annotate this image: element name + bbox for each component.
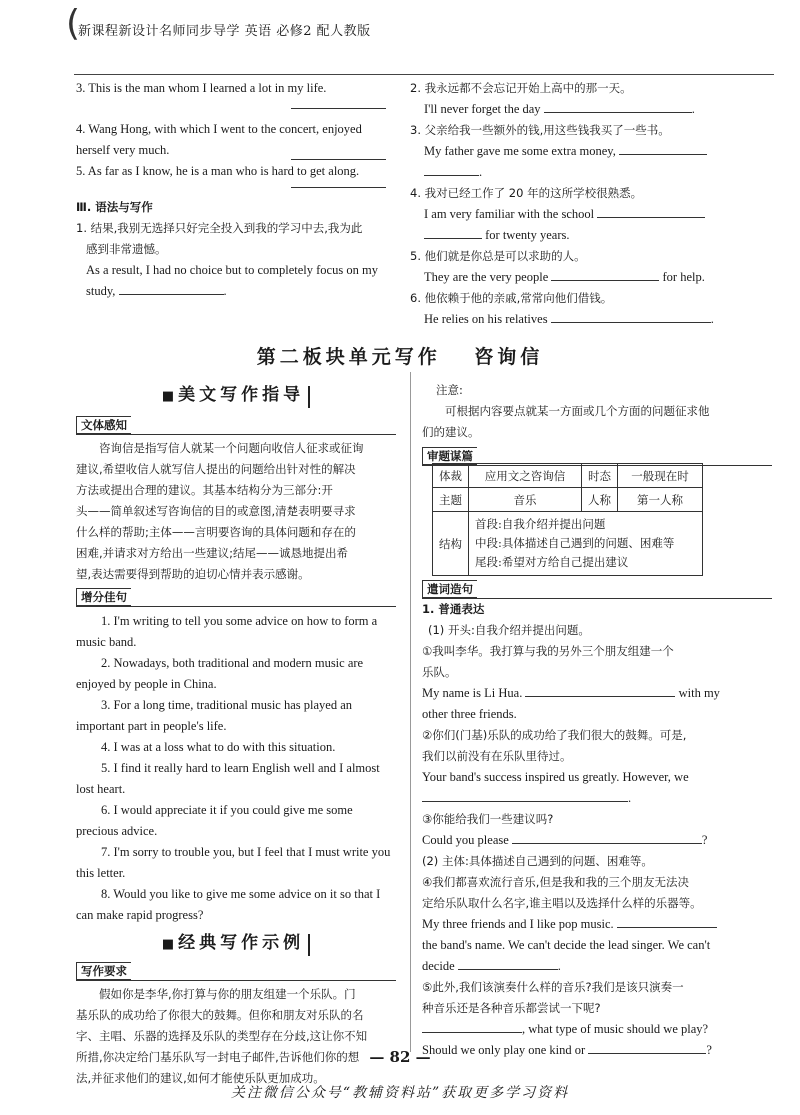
answer-blank[interactable]: [458, 957, 558, 970]
table-cell: 音乐: [469, 488, 582, 512]
sentence-line: enjoyed by people in China.: [76, 677, 217, 691]
tag-plan: 审题谋篇: [422, 447, 477, 465]
cn-4-line2: 定给乐队取什么名字,谁主唱以及选择什么样的乐器等。: [422, 896, 702, 910]
section-3-heading: Ⅲ. 语法与写作: [76, 200, 153, 214]
question-4-line1: 4. Wang Hong, with which I went to the concert, enjoyed: [76, 122, 362, 136]
answer-blank[interactable]: [551, 310, 711, 323]
en-5-line2: Should we only play one kind or: [422, 1043, 586, 1057]
period: .: [557, 959, 561, 973]
question-4-line2: herself very much.: [76, 143, 170, 157]
period: .: [479, 165, 483, 179]
table-cell: 第一人称: [618, 488, 703, 512]
en-4-line2: the band's name. We can't decide the lead singer. We can't: [422, 938, 711, 952]
sentence-line: 7. I'm sorry to trouble you, but I feel that I must write you: [101, 845, 391, 859]
sentence-line: 2. Nowadays, both traditional and modern music are: [101, 656, 364, 670]
left-main-column: [76, 380, 396, 1089]
bracket-mark: (: [66, 3, 81, 44]
wording-section: [422, 580, 772, 1061]
sentence-line: 3. For a long time, traditional music has played an: [101, 698, 352, 712]
answer-blank[interactable]: [617, 915, 717, 928]
table-cell: 结构: [433, 512, 469, 576]
plan-table: [432, 463, 703, 576]
sentence-3-cn: 3. 父亲给我一些额外的钱,用这些钱我买了一些书。: [410, 123, 670, 137]
answer-blank[interactable]: [512, 831, 702, 844]
top-left-column: [76, 78, 396, 302]
en-4-part1: My three friends and I like pop music.: [422, 917, 614, 931]
top-right-column: [410, 78, 780, 330]
structure-line: 中段:具体描述自己遇到的问题、困难等: [475, 536, 675, 550]
column-divider: [410, 372, 411, 1052]
sentence-line: music band.: [76, 635, 137, 649]
tag-sentences: 增分佳句: [76, 588, 131, 606]
table-cell: 应用文之咨询信: [469, 464, 582, 488]
footer-note: 关注微信公众号“教辅资料站”获取更多学习资料: [230, 1085, 570, 1101]
table-cell: 一般现在时: [618, 464, 703, 488]
task-paragraph: [76, 984, 396, 1089]
en-5-part1: , what type of music should we play?: [522, 1022, 709, 1036]
sentence-line: precious advice.: [76, 824, 158, 838]
sentence-line: 1. I'm writing to tell you some advice on how to form a: [101, 614, 378, 628]
note-line: 可根据内容要点就某一方面或几个方面的问题征求他: [445, 404, 710, 418]
answer-blank[interactable]: [424, 163, 479, 176]
title-bar: [308, 386, 310, 408]
example-title: 经典写作示例: [178, 933, 305, 953]
en-1-part2: with my: [678, 686, 720, 700]
task-line: 基乐队的成功给了你很大的鼓舞。但你和朋友对乐队的名: [76, 1008, 364, 1022]
sentence-3-en: My father gave me some extra money,: [424, 144, 616, 158]
en-1-part1: My name is Li Hua.: [422, 686, 523, 700]
answer-blank[interactable]: [422, 1020, 522, 1033]
en-3: Could you please: [422, 833, 509, 847]
answer-blank[interactable]: [525, 684, 675, 697]
cn-5-line2: 种音乐还是各种音乐都尝试一下呢?: [422, 1001, 601, 1015]
part-opening: (1) 开头:自我介绍并提出问题。: [428, 623, 590, 637]
period: .: [628, 791, 632, 805]
cn-4-line1: ④我们都喜欢流行音乐,但是我和我的三个朋友无法决: [422, 875, 689, 889]
part-body: (2) 主体:具体描述自己遇到的问题、困难等。: [422, 854, 653, 868]
paragraph-line: 什么样的帮助;主体——言明要咨询的具体问题和存在的: [76, 525, 356, 539]
answer-blank[interactable]: [424, 226, 482, 239]
note-text: [422, 401, 772, 443]
period: .: [223, 284, 227, 298]
cn-2-line1: ②你们(门基)乐队的成功给了我们很大的鼓舞。可是,: [422, 728, 687, 742]
sentence-2-cn: 2. 我永远都不会忘记开始上高中的那一天。: [410, 81, 632, 95]
intro-paragraph: [76, 438, 396, 585]
sentence-4-en-line1: I am very familiar with the school: [424, 207, 595, 221]
paragraph-line: 咨询信是指写信人就某一个问题向收信人征求或征询: [99, 441, 364, 455]
sentence-line: this letter.: [76, 866, 126, 880]
sentence-1-en-line1: As a result, I had no choice but to completely focus on my: [86, 263, 378, 277]
sentence-5-cn: 5. 他们就是你总是可以求助的人。: [410, 249, 586, 263]
cn-1-line1: ①我叫李华。我打算与我的另外三个朋友组建一个: [422, 644, 674, 658]
task-line: 所措,你决定给门基乐队写一封电子邮件,告诉他们你的想: [76, 1050, 360, 1064]
guide-title: 美文写作指导: [178, 385, 305, 405]
paragraph-line: 困难,并请求对方给出一些建议;结尾——诚恳地提出希: [76, 546, 349, 560]
sentence-1-cn-line2: 感到非常遗憾。: [86, 242, 167, 256]
answer-blank[interactable]: [597, 205, 705, 218]
tag-style: 文体感知: [76, 416, 131, 434]
table-cell: 时态: [582, 464, 618, 488]
note-line: 们的建议。: [422, 425, 480, 439]
period: .: [710, 312, 714, 326]
sentence-4-en-line2: for twenty years.: [485, 228, 570, 242]
section-title: 第二板块单元写作 咨询信: [256, 346, 544, 368]
paragraph-line: 建议,希望收信人就写信人提出的问题给出针对性的解决: [76, 462, 356, 476]
structure-cell: [469, 512, 703, 576]
tag-task: 写作要求: [76, 962, 131, 980]
title-bar: [308, 934, 310, 956]
sentence-line: 8. Would you like to give me some advice on it so that I: [101, 887, 381, 901]
cn-5-line1: ⑤此外,我们该演奏什么样的音乐?我们是该只演奏一: [422, 980, 684, 994]
sample-sentences: [76, 611, 396, 926]
table-cell: 主题: [433, 488, 469, 512]
question-mark: ?: [701, 833, 708, 847]
right-main-column: [422, 380, 772, 466]
period: .: [691, 102, 695, 116]
table-cell: 体裁: [433, 464, 469, 488]
sentence-6-en: He relies on his relatives: [424, 312, 548, 326]
cn-3: ③你能给我们一些建议吗?: [422, 812, 554, 826]
paragraph-line: 方法或提出合理的建议。其基本结构分为三部分:开: [76, 483, 333, 497]
book-icon: ■: [161, 389, 179, 404]
header-rule: [74, 74, 774, 75]
table-cell: 人称: [582, 488, 618, 512]
cn-2-line2: 我们以前没有在乐队里待过。: [422, 749, 572, 763]
question-5: 5. As far as I know, he is a man who is hard to get along.: [76, 164, 360, 178]
sentence-6-cn: 6. 他依赖于他的亲戚,常常向他们借钱。: [410, 291, 613, 305]
structure-line: 首段:自我介绍并提出问题: [475, 517, 606, 531]
question-mark: ?: [706, 1043, 712, 1057]
en-2: Your band's success inspired us greatly. However, we: [422, 770, 689, 784]
task-line: 字、主唱、乐器的选择及乐队的类型存在分歧,这让你不知: [76, 1029, 368, 1043]
sentence-2-en: I'll never forget the day: [424, 102, 541, 116]
book-icon: ■: [161, 937, 179, 952]
question-3: 3. This is the man whom I learned a lot in my life.: [76, 81, 327, 95]
page-number: — 82 —: [369, 1048, 431, 1066]
paragraph-line: 望,表达需要得到帮助的迫切心情并表示感谢。: [76, 567, 310, 581]
answer-blank[interactable]: [544, 100, 692, 113]
task-line: 假如你是李华,你打算与你的朋友组建一个乐队。门: [99, 987, 356, 1001]
answer-blank[interactable]: [619, 142, 707, 155]
sentence-line: important part in people's life.: [76, 719, 227, 733]
sentence-line: 5. I find it really hard to learn English well and I almost: [101, 761, 380, 775]
answer-blank[interactable]: [422, 789, 628, 802]
sentence-5-en-line1: They are the very people: [424, 270, 549, 284]
cn-1-line2: 乐队。: [422, 665, 457, 679]
sentence-line: lost heart.: [76, 782, 126, 796]
sentence-1-cn-line1: 1. 结果,我别无选择只好完全投入到我的学习中去,我为此: [76, 221, 363, 235]
paragraph-line: 头——简单叙述写咨询信的目的或意图,清楚表明要寻求: [76, 504, 356, 518]
task-line: 法,并征求他们的建议,如何才能使乐队更加成功。: [76, 1071, 325, 1085]
answer-blank[interactable]: [551, 268, 659, 281]
sentence-line: can make rapid progress?: [76, 908, 204, 922]
sentence-4-cn: 4. 我对已经工作了 20 年的这所学校很熟悉。: [410, 186, 643, 200]
sentence-5-en-line2: for help.: [662, 270, 705, 284]
sentence-1-en-line2: study,: [86, 284, 116, 298]
structure-line: 尾段:希望对方给自己提出建议: [475, 555, 629, 569]
running-header: 新课程新设计名师同步导学 英语 必修2 配人教版: [78, 24, 371, 39]
sentence-line: 6. I would appreciate it if you could give me some: [101, 803, 353, 817]
en-4-line3: decide: [422, 959, 455, 973]
answer-blank[interactable]: [119, 282, 224, 295]
sentence-line: 4. I was at a loss what to do with this situation.: [101, 740, 336, 754]
en-1-line2: other three friends.: [422, 707, 517, 721]
tag-wording: 遣词造句: [422, 580, 477, 598]
note-label: 注意:: [436, 383, 463, 397]
heading-common: 1. 普通表达: [422, 602, 485, 616]
